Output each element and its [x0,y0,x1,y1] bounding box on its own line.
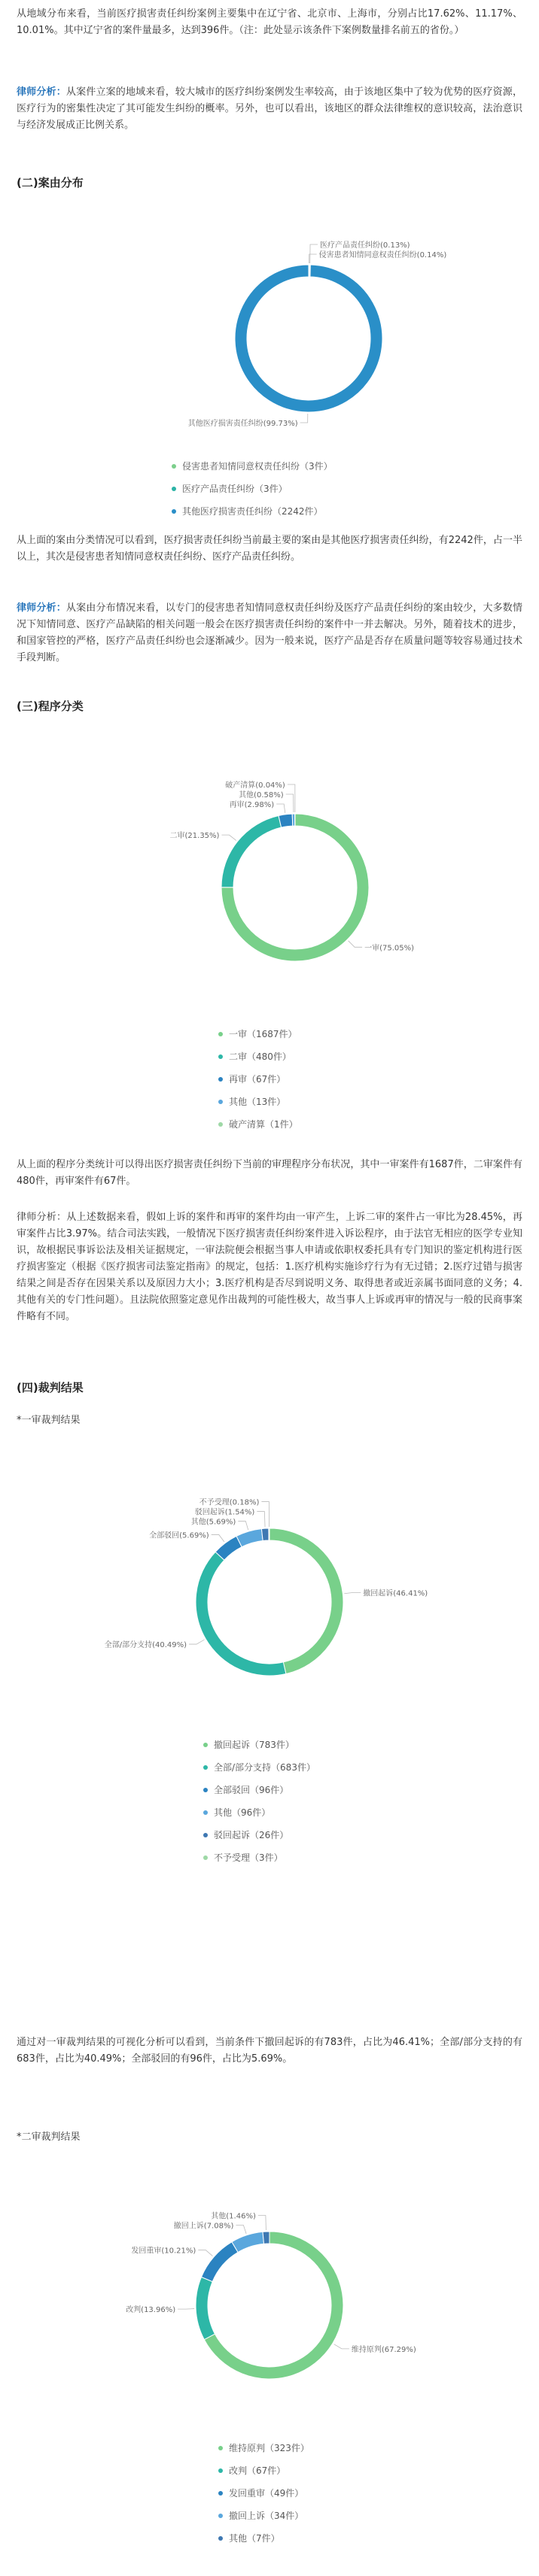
legend-count: （1687件） [247,1029,297,1039]
legend-dot [203,1765,208,1770]
legend-item[interactable] [203,1756,315,1779]
label-leader-line [310,244,318,263]
legend-label: 其他 [229,2533,248,2544]
donut-slice[interactable] [269,1528,270,1540]
chart-cause-donut [0,226,539,451]
legend-dot [218,1054,223,1059]
legend-count: （2242件） [273,506,323,517]
legend-item[interactable] [218,2482,309,2505]
first-instance-legend [203,1734,315,1869]
donut-slice[interactable] [221,816,282,887]
second-instance-donut-svg [0,2181,539,2429]
legend-dot [218,2536,223,2541]
section-title-judgment: (四)裁判结果 [17,1381,84,1394]
legend-label: 撤回起诉 [214,1740,251,1750]
legend-item[interactable] [172,500,333,523]
donut-slice[interactable] [263,2232,270,2244]
donut-slice[interactable] [235,265,382,412]
legend-count: （783件） [250,1740,294,1750]
donut-slice[interactable] [261,1528,269,1540]
first-instance-donut-svg [0,1474,539,1730]
legend-item[interactable] [218,1113,298,1136]
slice-label: 破产清算(0.04%) [225,781,285,790]
legend-dot [218,2468,223,2473]
legend-count: （67件） [247,1074,286,1085]
legend-count: （323件） [265,2443,309,2453]
legend-dot [203,1855,208,1860]
chart-second-instance-donut [0,2181,539,2429]
slice-label: 全部驳回(5.69%) [149,1531,209,1540]
legend-label: 全部驳回 [214,1785,251,1795]
slice-label: 一审(75.05%) [364,944,415,953]
legend-item[interactable] [218,2459,309,2482]
label-leader-line [189,1640,204,1644]
legend-item[interactable] [172,478,333,500]
legend-dot [203,1743,208,1747]
slice-label: 其他(1.46%) [211,2212,256,2221]
legend-item[interactable] [203,1779,315,1801]
section-title-cause: (二)案由分布 [17,176,84,190]
slice-label: 医疗产品责任纠纷(0.13%) [320,241,410,250]
legend-label: 撤回上诉 [229,2511,266,2521]
legend-count: （3件） [300,461,333,472]
legend-dot [218,1100,223,1104]
legend-dot [203,1810,208,1815]
legend-dot [172,487,176,491]
legend-dot [218,2491,223,2496]
chart-procedure-donut [0,760,539,1015]
cause-commentary [17,600,522,666]
legend-label: 发回重审 [229,2488,266,2499]
cause-donut-svg [0,226,539,451]
legend-item[interactable] [203,1824,315,1846]
donut-slice[interactable] [236,1529,263,1547]
legend-item[interactable] [218,1068,298,1091]
commentary-lead: 律师分析： [17,602,66,614]
legend-count: （683件） [271,1762,315,1773]
donut-slice[interactable] [201,2242,238,2282]
legend-dot [172,509,176,514]
legend-item[interactable] [203,1801,315,1824]
label-leader-line [236,2225,246,2233]
legend-label: 维持原判 [229,2443,266,2453]
slice-label: 全部/部分支持(40.49%) [104,1641,187,1650]
legend-item[interactable] [218,1045,298,1068]
label-leader-line [344,1592,361,1593]
slice-label: 撤回上诉(7.08%) [173,2222,234,2231]
label-leader-line [261,1502,269,1527]
legend-label: 一审 [229,1029,248,1039]
legend-dot [203,1833,208,1837]
legend-label: 二审 [229,1051,248,1062]
label-leader-line [349,941,362,947]
label-leader-line [198,2250,212,2256]
slice-label: 二审(21.35%) [169,832,220,841]
donut-slice[interactable] [270,1528,343,1674]
label-leader-line [221,835,236,840]
label-leader-line [238,1522,248,1531]
legend-dot [218,2514,223,2518]
legend-count: （3件） [250,1852,283,1863]
legend-label: 医疗产品责任纠纷 [182,484,255,494]
label-leader-line [288,784,295,812]
legend-count: （480件） [247,1051,291,1062]
legend-label: 再审 [229,1074,248,1085]
slice-label: 不予受理(0.18%) [199,1498,260,1507]
commentary-body: 从案件立案的地域来看，较大城市的医疗纠纷案例发生率较高，由于该地区集中了较为优势的医疗资源，医疗行为的密集性决定了其可能发生纠纷的概率。另外，也可以看出，该地区的群众法律维权的意识较高，法治意识与经济发展成正比例关系。 [17,86,522,131]
legend-count: （3件） [254,484,288,494]
legend-count: （49件） [265,2488,304,2499]
legend-dot [218,1077,223,1082]
legend-item[interactable] [218,2437,309,2459]
commentary-body: 从案由分布情况来看，以专门的侵害患者知情同意权责任纠纷及医疗产品责任纠纷的案由较少，大多数情况下知情同意、医疗产品缺陷的相关问题一般会在医疗损害责任纠纷的案件中一并去解决。另外，随着技术的进步，和国家管控的严格，医疗产品责任纠纷也会逐渐减少。因为一般来说，医疗产品是否存在质量问题等较容易通过技术手段判断。 [17,602,522,663]
legend-label: 其他 [229,1097,248,1107]
legend-label: 侵害患者知情同意权责任纠纷 [182,461,300,472]
first-instance-subtitle: *一审裁判结果 [17,1415,81,1426]
slice-label: 侵害患者知情同意权责任纠纷(0.14%) [318,251,447,260]
label-leader-line [212,1534,224,1542]
label-leader-line [178,2309,194,2310]
slice-label: 改判(13.96%) [126,2306,176,2315]
label-leader-line [276,804,285,813]
slice-label: 撤回起诉(46.41%) [363,1589,428,1598]
label-leader-line [300,414,308,423]
label-leader-line [286,794,294,812]
commentary-lead: 律师分析： [17,86,66,98]
legend-label: 不予受理 [214,1852,251,1863]
legend-label: 全部/部分支持 [214,1762,272,1773]
slice-label: 其他(5.69%) [190,1518,236,1527]
legend-dot [203,1788,208,1792]
slice-label: 其他医疗损害责任纠纷(99.73%) [187,419,298,428]
legend-label: 其他医疗损害责任纠纷 [182,506,273,517]
cause-legend [172,455,333,523]
donut-slice[interactable] [232,2232,264,2252]
chart-first-instance-donut [0,1474,539,1730]
legend-label: 改判 [229,2465,248,2476]
legend-count: （96件） [250,1785,289,1795]
cause-summary: 从上面的案由分类情况可以看到，医疗损害责任纠纷当前最主要的案由是其他医疗损害责任纠纷，有2242件，占一半以上，其次是侵害患者知情同意权责任纠纷、医疗产品责任纠纷。 [17,535,522,563]
legend-dot [172,464,176,469]
second-instance-subtitle: *二审裁判结果 [17,2131,81,2143]
legend-count: （13件） [247,1097,286,1107]
slice-label: 再审(2.98%) [229,800,275,809]
procedure-summary: 从上面的程序分类统计可以得出医疗损害责任纠纷下当前的审理程序分布状况，其中一审案件有1687件，二审案件有480件，再审案件有67件。 [17,1159,522,1187]
legend-count: （1件） [265,1119,298,1130]
slice-label: 驳回起诉(1.54%) [194,1508,255,1517]
slice-label: 发回重审(10.21%) [131,2247,196,2256]
label-leader-line [257,1512,265,1528]
label-leader-line [258,2215,266,2230]
legend-dot [218,1032,223,1036]
donut-slice[interactable] [196,1552,286,1676]
legend-item[interactable] [218,1091,298,1113]
legend-label: 其他 [214,1807,233,1818]
legend-dot [218,2446,223,2450]
legend-item[interactable] [218,1023,298,1045]
section-title-procedure: (三)程序分类 [17,699,84,713]
procedure-commentary: 律师分析：从上述数据来看，假如上诉的案件和再审的案件均由一审产生，上诉二审的案件占一审比为28.45%，再审案件占比3.97%。结合司法实践，一般情况下医疗损害责任纠纷案件进入诉讼程序，由于法官无相应的医学专业知识，故根据民事诉讼法及相关证据规定，一审法院便会根据当事人申请或依职权委托具有专门知识的鉴定机构进行医疗损害鉴定（根据《医疗损害司法鉴定指南》的规定，包括：1.医疗机构实施诊疗行为有无过错；2.医疗过错与损害结果之间是否存在因果关系以及原因力大小；3.医疗机构是否尽到说明义务、取得患者或近亲属书面同意的义务；4.其他有关的专门性问题）。且法院依照鉴定意见作出裁判的可能性极大，故当事人上诉或再审的情况与一般的民商事案件略有不同。 [17,1212,522,1322]
legend-item[interactable] [203,1846,315,1869]
legend-item[interactable] [172,455,333,478]
slice-label: 其他(0.58%) [239,790,284,800]
slice-label: 维持原判(67.29%) [351,2345,416,2354]
legend-item[interactable] [203,1734,315,1756]
legend-count: （7件） [247,2533,280,2544]
region-commentary [17,84,522,134]
legend-item[interactable] [218,2505,309,2527]
second-instance-legend [218,2437,309,2550]
donut-slice[interactable] [279,814,293,827]
legend-label: 驳回起诉 [214,1830,251,1840]
legend-label: 破产清算 [229,1119,266,1130]
donut-slice[interactable] [292,814,295,826]
region-intro-text: 从地域分布来看，当前医疗损害责任纠纷案例主要集中在辽宁省、北京市、上海市，分别占比17.62%、11.17%、10.01%。其中辽宁省的案件量最多，达到396件。（注：此处显示该条件下案例数量排名前五的省份。） [17,8,522,36]
legend-count: （26件） [250,1830,289,1840]
label-leader-line [334,2344,349,2349]
donut-slice[interactable] [196,2277,215,2339]
legend-count: （34件） [265,2511,304,2521]
legend-count: （96件） [232,1807,271,1818]
legend-count: （67件） [247,2465,286,2476]
legend-dot [218,1122,223,1127]
procedure-legend [218,1023,298,1136]
first-instance-summary: 通过对一审裁判结果的可视化分析可以看到，当前条件下撤回起诉的有783件，占比为46.41%；全部/部分支持的有683件，占比为40.49%；全部驳回的有96件，占比为5.69%。 [17,2037,522,2065]
legend-item[interactable] [218,2527,309,2550]
procedure-donut-svg [0,760,539,1015]
